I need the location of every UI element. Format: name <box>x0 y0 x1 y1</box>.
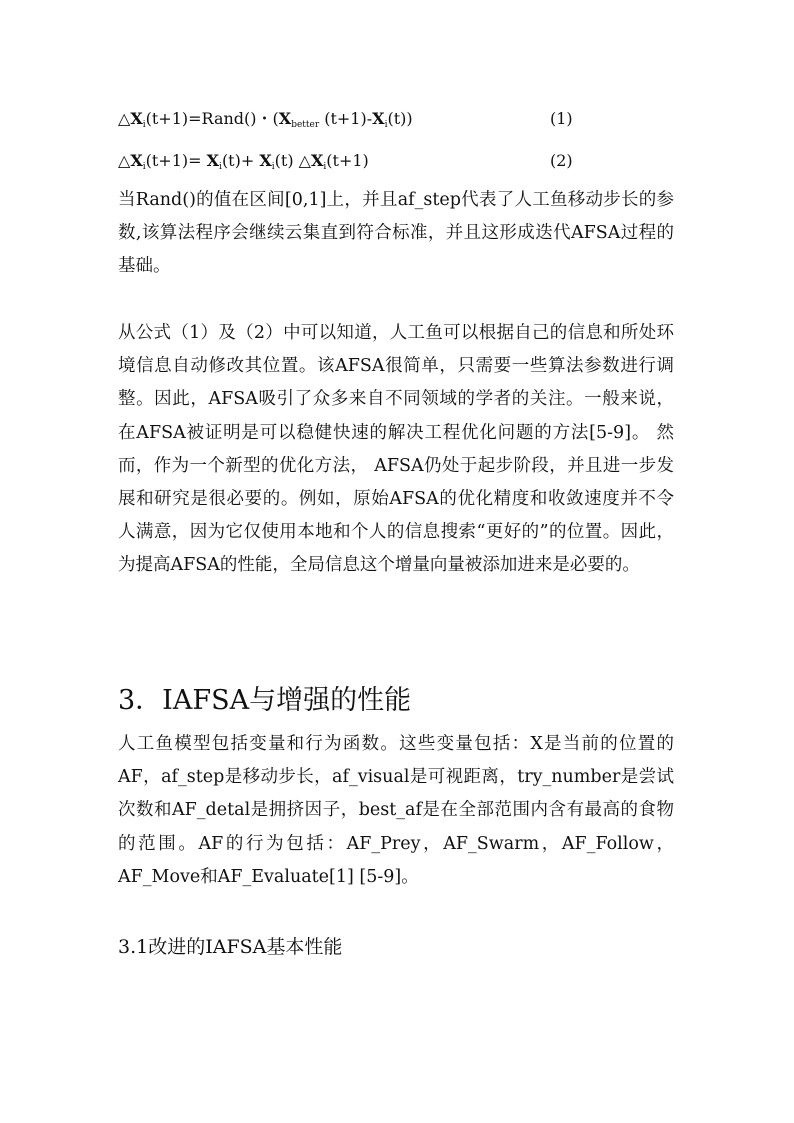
paragraph-model-variables: 人工鱼模型包括变量和行为函数。这些变量包括：X是当前的位置的AF，af_step是移动步长，af_visual是可视距离，try_number是尝试次数和AF_detal是拥挤因子，best_af是在全部范围内含有最高的食物的范围。AF的行为包括：AF_Prey，AF_Swarm，AF_Follow，AF_Move和AF_Evaluate[1] [5-9]。 <box>118 734 674 887</box>
equation-2-x3: X <box>259 151 272 170</box>
equation-2-subscript-i3: i <box>271 162 275 172</box>
equation-1-arg3: (t)) <box>387 109 413 128</box>
equation-2-arg4: (t+1) <box>326 151 369 170</box>
equation-1-number: (1) <box>550 109 573 128</box>
equation-1-x-better: X <box>278 109 292 128</box>
equation-2-subscript-i4: i <box>323 162 327 172</box>
equation-1-delta: △ <box>118 109 131 128</box>
equation-2-arg2: (t)+ <box>221 151 260 170</box>
equation-1-subscript-i: i <box>142 120 146 130</box>
equation-2-subscript-i: i <box>142 162 146 172</box>
equation-1 <box>118 108 573 136</box>
equation-2-subscript-i2: i <box>219 162 222 172</box>
equation-2-delta: △ <box>118 151 131 170</box>
subsection-heading: 3.1改进的IAFSA基本性能 <box>118 936 343 958</box>
equation-1-subscript-i2: i <box>384 120 388 130</box>
equation-2-number: (2) <box>550 151 573 170</box>
equation-1-arg2: (t+1)- <box>319 109 373 128</box>
section-heading: 3．IAFSA与增强的性能 <box>118 685 412 716</box>
equation-2-arg: (t+1)= <box>145 151 207 170</box>
equation-1-x: X <box>130 109 143 128</box>
paragraph-afsa-overview: 从公式（1）及（2）中可以知道，人工鱼可以根据自己的信息和所处环境信息自动修改其位置。该AFSA很简单，只需要一些算法参数进行调整。因此，AFSA吸引了众多来自不同领域的学者的关注。一般来说，在AFSA被证明是可以稳健快速的解决工程优化问题的方法[5-9]。 然而，作为一个新型的优化方法， AFSA仍处于起步阶段，并且进一步发展和研究是很必要的。例如，原始AFSA的优化精度和收敛速度并不令人满意，因为它仅使用本地和个人的信息搜索“更好的”的位置。因此，为提高AFSA的性能，全局信息这个增量向量被添加进来是必要的。 <box>118 323 674 576</box>
paragraph-rand-definition: 当Rand()的值在区间[0,1]上，并且af_step代表了人工鱼移动步长的参数,该算法程序会继续云集直到符合标准，并且这形成迭代AFSA过程的基础。 <box>118 190 674 277</box>
equation-1-subscript-better: better <box>291 120 320 130</box>
equation-1-arg: (t+1)=Rand()・( <box>145 109 279 128</box>
equation-2-x: X <box>130 151 143 170</box>
equation-2-arg3: (t) △ <box>274 151 311 170</box>
equation-2-x2: X <box>206 151 220 170</box>
equation-1-x-i: X <box>372 109 385 128</box>
equation-2 <box>118 150 573 178</box>
equation-2-x4: X <box>310 151 324 170</box>
